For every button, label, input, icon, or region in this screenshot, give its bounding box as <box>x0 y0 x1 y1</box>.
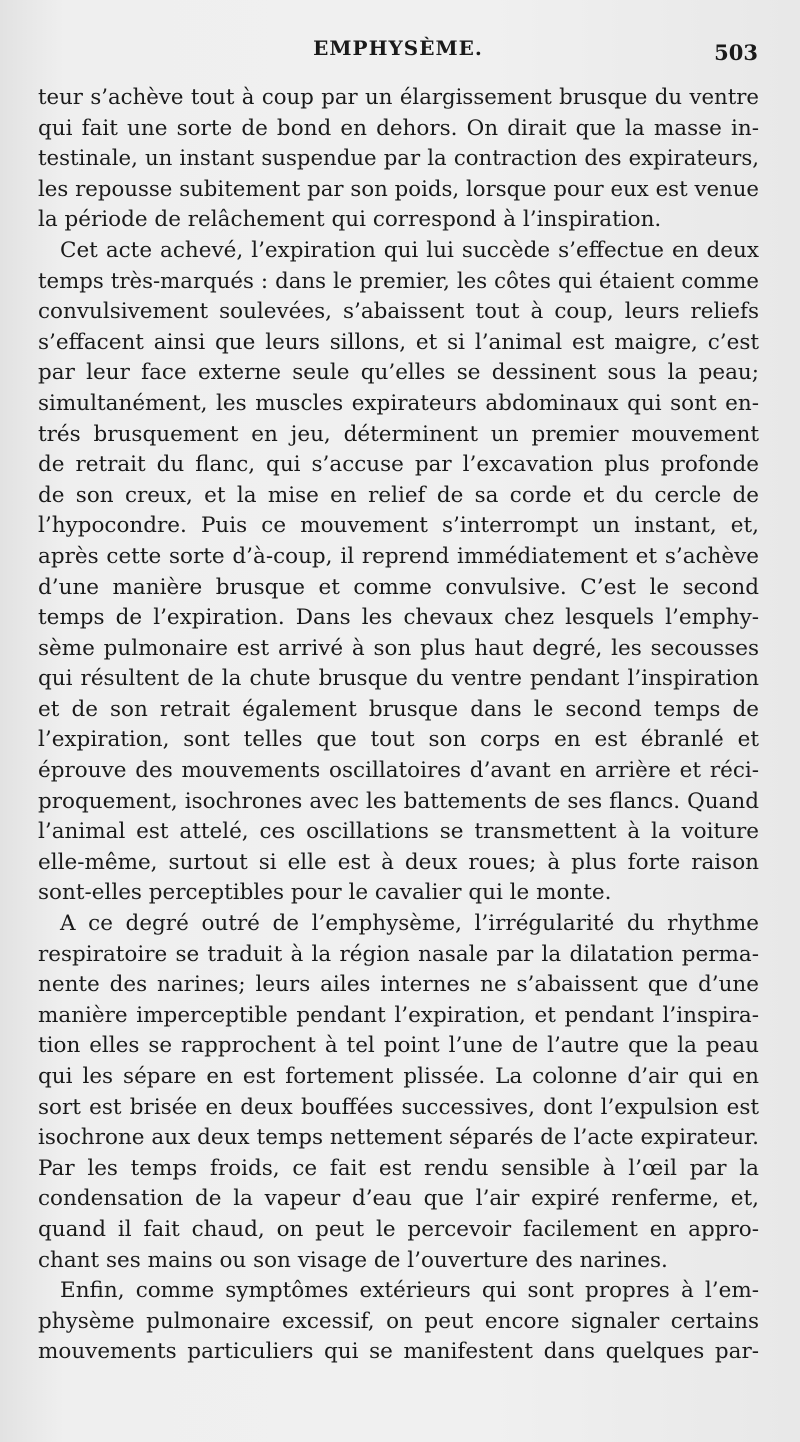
body-text <box>38 83 759 1368</box>
running-head <box>38 34 758 66</box>
text-line: l’animal est attelé, ces oscillations se transmettent à la voiture <box>38 819 759 845</box>
text-line: de son creux, et la mise en relief de sa corde et du cercle de <box>38 482 759 508</box>
text-line: trés brusquement en jeu, déterminent un premier mouvement <box>38 421 759 447</box>
text-line: l’hypocondre. Puis ce mouvement s’interrompt un instant, et, <box>38 513 759 539</box>
page-number: 503 <box>714 40 758 65</box>
text-line: par leur face externe seule qu’elles se dessinent sous la peau; <box>38 360 759 386</box>
text-line: convulsivement soulevées, s’abaissent tout à coup, leurs reliefs <box>38 299 759 325</box>
text-line: de retrait du flanc, qui s’accuse par l’excavation plus profonde <box>38 452 759 478</box>
text-line: sort est brisée en deux bouffées successives, dont l’expulsion est <box>38 1094 759 1120</box>
text-line: testinale, un instant suspendue par la contraction des expirateurs, <box>38 146 759 172</box>
paragraph-first-line: Cet acte achevé, l’expiration qui lui succède s’effectue en deux <box>60 237 759 263</box>
text-line: sont-elles perceptibles pour le cavalier qui le monte. <box>38 880 612 906</box>
text-line: temps très-marqués : dans le premier, les côtes qui étaient comme <box>38 268 759 294</box>
paragraph-first-line: Enfin, comme symptômes extérieurs qui sont propres à l’em- <box>60 1278 759 1304</box>
text-line: elle-même, surtout si elle est à deux roues; à plus forte raison <box>38 849 759 875</box>
text-line: d’une manière brusque et comme convulsive. C’est le second <box>38 574 759 600</box>
text-line: condensation de la vapeur d’eau que l’air expiré renferme, et, <box>38 1186 759 1212</box>
text-line: chant ses mains ou son visage de l’ouverture des narines. <box>38 1247 668 1273</box>
text-line: proquement, isochrones avec les battements de ses flancs. Quand <box>38 788 759 814</box>
text-line: qui fait une sorte de bond en dehors. On dirait que la masse in- <box>38 115 759 141</box>
text-line: les repousse subitement par son poids, lorsque pour eux est venue <box>38 176 759 202</box>
text-line: teur s’achève tout à coup par un élargissement brusque du ventre <box>38 85 759 110</box>
text-line: et de son retrait également brusque dans le second temps de <box>38 696 759 722</box>
text-line: l’expiration, sont telles que tout son corps en est ébranlé et <box>38 727 759 753</box>
text-line: quand il fait chaud, on peut le percevoir facilement en appro- <box>38 1216 759 1242</box>
text-line: qui résultent de la chute brusque du ventre pendant l’inspiration <box>38 666 759 692</box>
paragraph-first-line: A ce degré outré de l’emphysème, l’irrégularité du rhythme <box>60 911 759 937</box>
text-line: Par les temps froids, ce fait est rendu sensible à l’œil par la <box>38 1155 759 1181</box>
text-line: physème pulmonaire excessif, on peut encore signaler certains <box>38 1308 759 1334</box>
text-line: simultanément, les muscles expirateurs abdominaux qui sont en- <box>38 390 759 416</box>
text-line: nente des narines; leurs ailes internes ne s’abaissent que d’une <box>38 972 759 998</box>
text-line: mouvements particuliers qui se manifestent dans quelques par- <box>38 1339 759 1365</box>
text-line: qui les sépare en est fortement plissée. La colonne d’air qui en <box>38 1064 759 1089</box>
text-line: isochrone aux deux temps nettement séparés de l’acte expirateur. <box>38 1125 759 1151</box>
text-line: éprouve des mouvements oscillatoires d’avant en arrière et réci- <box>38 758 759 784</box>
text-line: temps de l’expiration. Dans les chevaux chez lesquels l’emphy- <box>38 605 759 631</box>
text-line: sème pulmonaire est arrivé à son plus haut degré, les secousses <box>38 635 759 661</box>
text-line: s’effacent ainsi que leurs sillons, et si l’animal est maigre, c’est <box>38 329 759 355</box>
text-line: après cette sorte d’à-coup, il reprend immédiatement et s’achève <box>38 543 759 569</box>
running-head-title: EMPHYSÈME. <box>313 36 483 60</box>
text-line: tion elles se rapprochent à tel point l’une de l’autre que la peau <box>38 1033 759 1059</box>
text-line: manière imperceptible pendant l’expiration, et pendant l’inspira- <box>38 1002 759 1028</box>
text-line: respiratoire se traduit à la région nasale par la dilatation perma- <box>38 941 759 967</box>
text-line: la période de relâchement qui correspond à l’inspiration. <box>38 207 662 233</box>
